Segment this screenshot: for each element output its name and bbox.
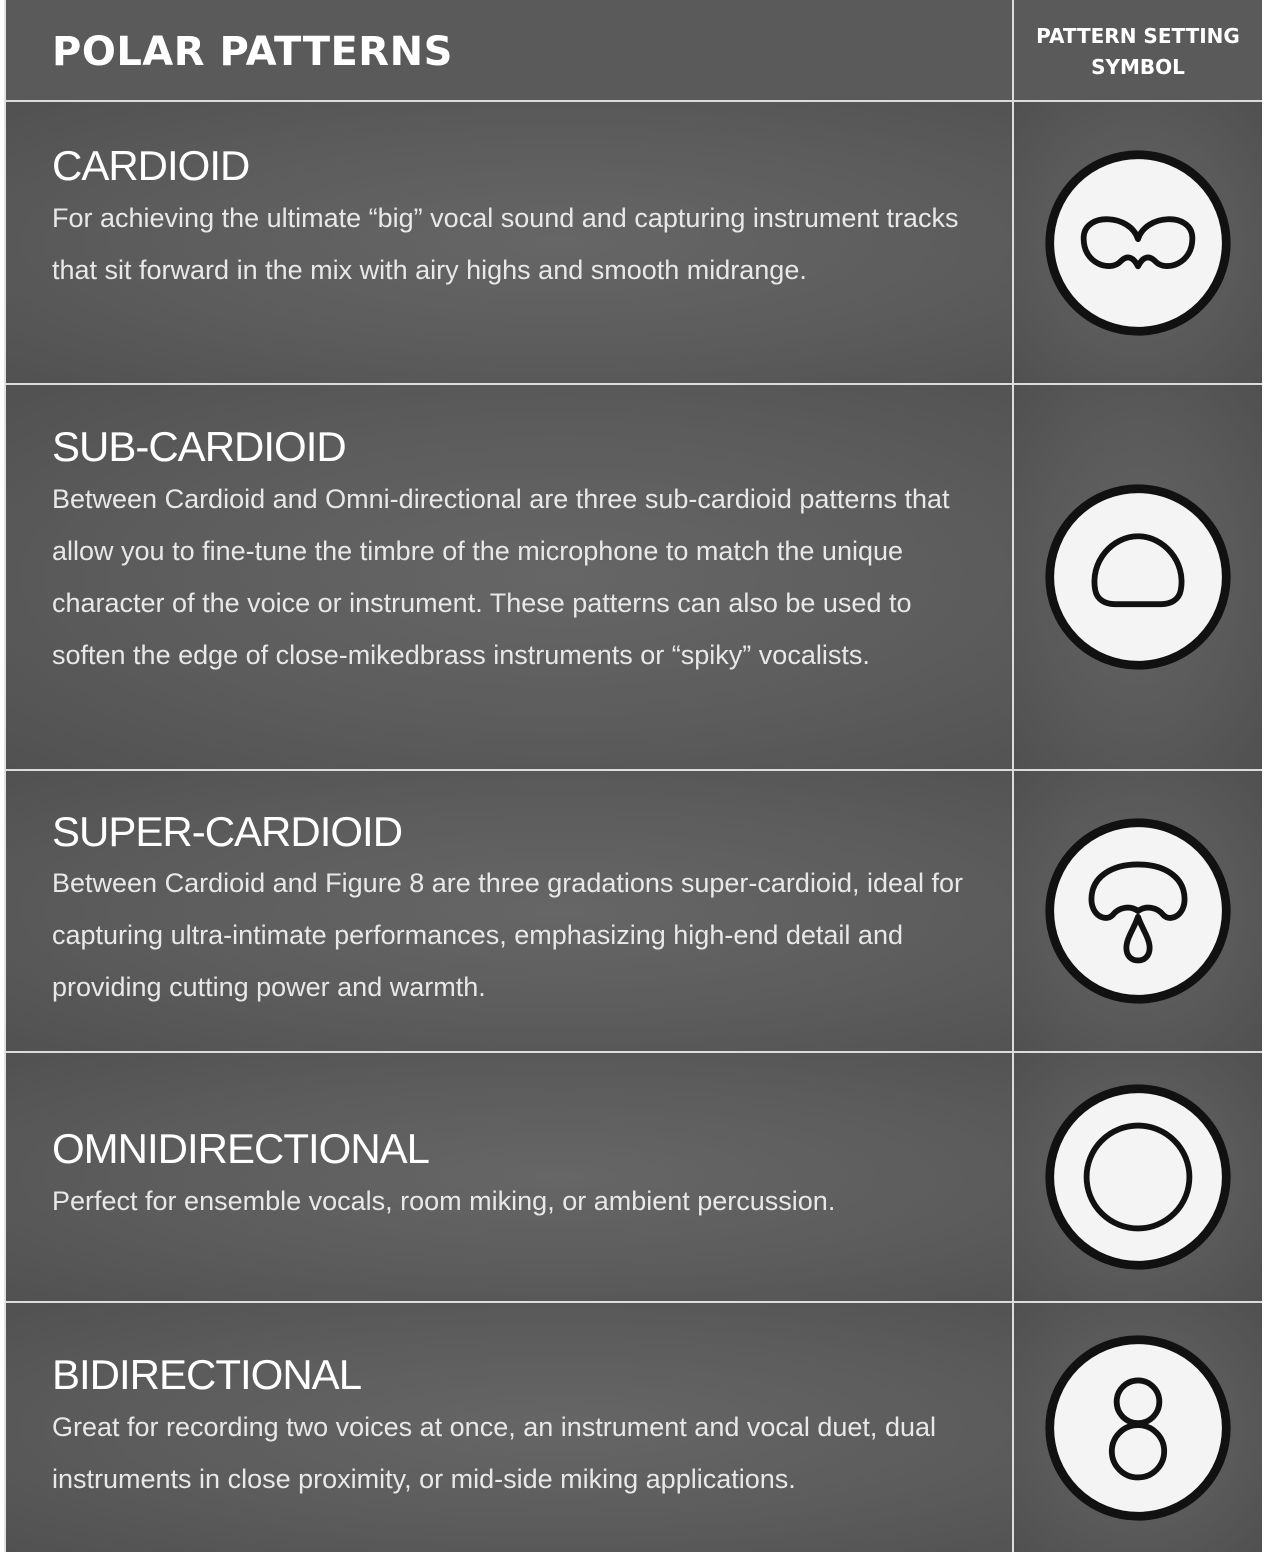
pattern-name: BIDIRECTIONAL bbox=[52, 1351, 362, 1398]
symbol-column-header bbox=[1023, 21, 1253, 83]
table-row-super-cardioid bbox=[6, 771, 1262, 1053]
page-title: POLAR PATTERNS bbox=[52, 29, 453, 75]
table-row-cardioid bbox=[6, 102, 1262, 385]
cardioid-pattern-icon bbox=[1041, 146, 1235, 340]
header-title-cell bbox=[6, 0, 1014, 100]
pattern-text-cell bbox=[6, 385, 1014, 769]
symbol-column-header-line1: PATTERN SETTING bbox=[1036, 24, 1240, 48]
bidirectional-pattern-icon bbox=[1041, 1331, 1235, 1525]
table-row-sub-cardioid bbox=[6, 385, 1262, 771]
pattern-description: Perfect for ensemble vocals, room miking, or ambient percussion. bbox=[52, 1186, 836, 1216]
header-symbol-cell bbox=[1014, 0, 1262, 100]
pattern-symbol-cell bbox=[1014, 1053, 1262, 1301]
polar-patterns-table bbox=[4, 0, 1262, 1552]
pattern-description: Great for recording two voices at once, an instrument and vocal duet, dual instruments in close proximity, or mid-side miking applications. bbox=[52, 1412, 936, 1494]
pattern-text-cell bbox=[6, 771, 1014, 1051]
pattern-name: CARDIOID bbox=[52, 142, 250, 189]
symbol-column-header-line2: SYMBOL bbox=[1091, 55, 1185, 79]
pattern-description: Between Cardioid and Omni-directional are three sub-cardioid patterns that allow you to fine-tune the timbre of the microphone to match the unique character of the voice or instrument. These patterns can also be used to soften the edge of close-mikedbrass instruments or “spiky” vocalists. bbox=[52, 484, 950, 670]
pattern-symbol-cell bbox=[1014, 1303, 1262, 1552]
pattern-text-cell bbox=[6, 1053, 1014, 1301]
pattern-description: Between Cardioid and Figure 8 are three gradations super-cardioid, ideal for capturing ultra-intimate performances, emphasizing high-end detail and providing cutting power and warmth. bbox=[52, 868, 964, 1002]
pattern-name: OMNIDIRECTIONAL bbox=[52, 1125, 430, 1172]
table-row-omnidirectional bbox=[6, 1053, 1262, 1303]
pattern-text-cell bbox=[6, 1303, 1014, 1552]
pattern-description: For achieving the ultimate “big” vocal sound and capturing instrument tracks that sit forward in the mix with airy highs and smooth midrange. bbox=[52, 203, 959, 285]
table-header-row bbox=[6, 0, 1262, 102]
pattern-text-cell bbox=[6, 102, 1014, 383]
omnidirectional-pattern-icon bbox=[1041, 1080, 1235, 1274]
super-cardioid-pattern-icon bbox=[1041, 814, 1235, 1008]
sub-cardioid-pattern-icon bbox=[1041, 480, 1235, 674]
pattern-name: SUB-CARDIOID bbox=[52, 423, 346, 470]
pattern-symbol-cell bbox=[1014, 385, 1262, 769]
pattern-symbol-cell bbox=[1014, 771, 1262, 1051]
pattern-name: SUPER-CARDIOID bbox=[52, 808, 403, 855]
pattern-symbol-cell bbox=[1014, 102, 1262, 383]
table-row-bidirectional bbox=[6, 1303, 1262, 1552]
